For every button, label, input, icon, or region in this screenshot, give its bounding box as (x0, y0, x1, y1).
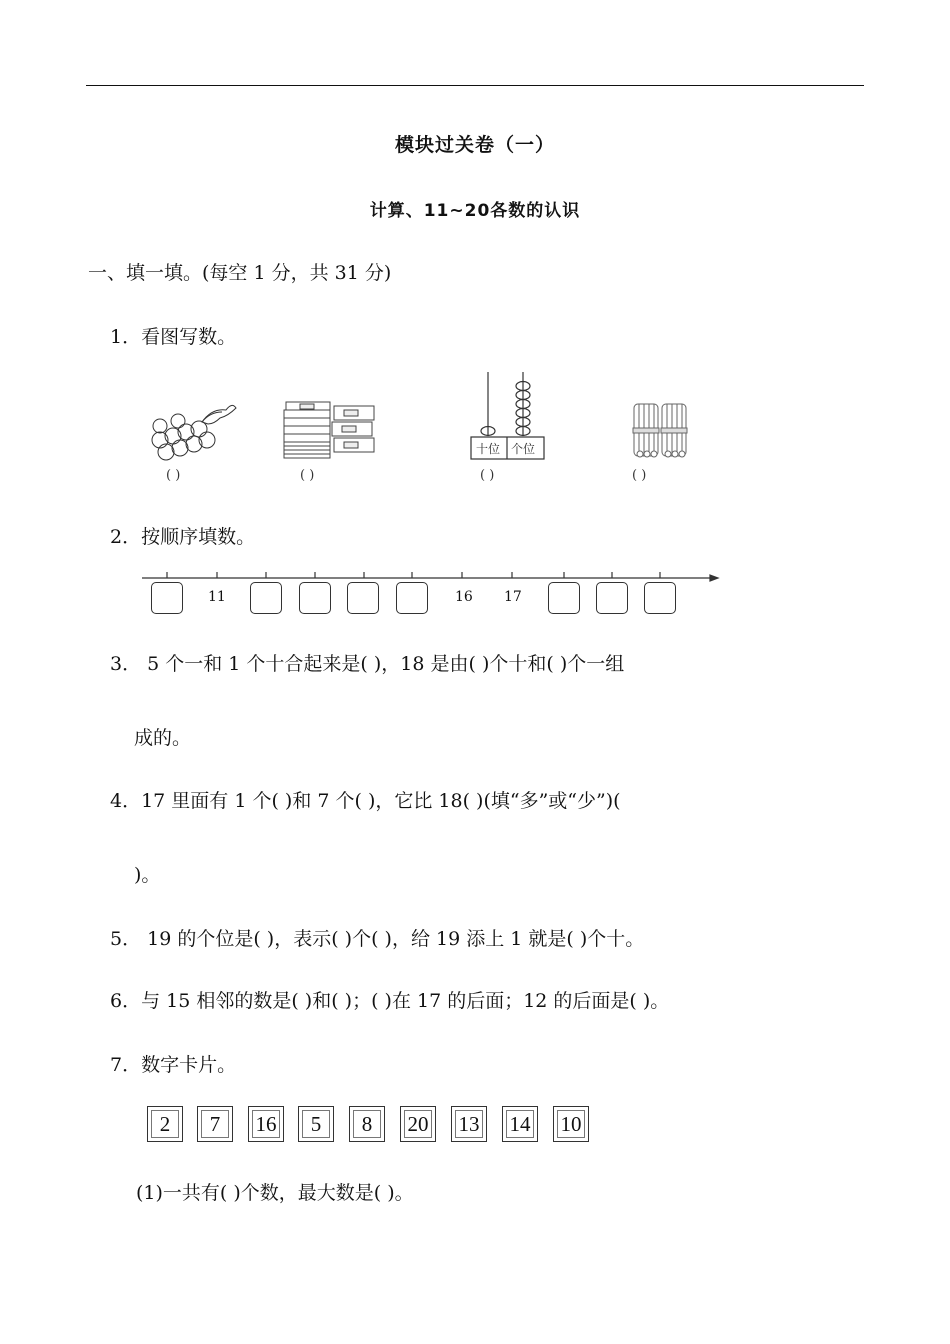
number-line (140, 566, 720, 586)
number-card: 7 (197, 1106, 233, 1142)
tick-label-16: 16 (455, 589, 473, 605)
q3-line2: 成的。 (134, 727, 192, 749)
q1-blank-books[interactable]: ( ) (300, 468, 315, 483)
q1-label: 1．看图写数。 (110, 326, 237, 348)
q1-blank-abacus[interactable]: ( ) (480, 468, 495, 483)
number-line-box[interactable] (151, 582, 183, 614)
q4-line1: 4．17 里面有 1 个( )和 7 个( )，它比 18( )(填“多”或“少”)( (110, 790, 621, 812)
top-rule (86, 85, 864, 86)
number-card: 20 (400, 1106, 436, 1142)
abacus-ones-label: 个位 (511, 442, 536, 456)
q7-sub1: (1)一共有( )个数，最大数是( )。 (136, 1182, 414, 1204)
number-line-box[interactable] (347, 582, 379, 614)
number-card: 8 (349, 1106, 385, 1142)
number-line-box[interactable] (596, 582, 628, 614)
q1-blank-sticks[interactable]: ( ) (632, 468, 647, 483)
q7-label: 7．数字卡片。 (110, 1054, 237, 1076)
grapes-icon (140, 398, 240, 468)
stick-bundles-icon (628, 396, 692, 466)
number-card: 5 (298, 1106, 334, 1142)
number-line-box[interactable] (250, 582, 282, 614)
number-card: 16 (248, 1106, 284, 1142)
page-title: 模块过关卷（一） (394, 134, 555, 156)
number-card: 14 (502, 1106, 538, 1142)
number-card: 13 (451, 1106, 487, 1142)
number-line-box[interactable] (396, 582, 428, 614)
q1-blank-grapes[interactable]: ( ) (166, 468, 181, 483)
q6-text: 6．与 15 相邻的数是( )和( )；( )在 17 的后面；12 的后面是( )。 (110, 990, 670, 1012)
section-heading: 一、填一填。(每空 1 分，共 31 分) (88, 262, 392, 284)
q4-line2: )。 (134, 864, 161, 886)
number-card: 2 (147, 1106, 183, 1142)
number-card: 10 (553, 1106, 589, 1142)
q2-label: 2．按顺序填数。 (110, 526, 256, 548)
number-line-box[interactable] (548, 582, 580, 614)
tick-label-11: 11 (208, 589, 226, 605)
page-subtitle: 计算、11~20各数的认识 (369, 201, 581, 221)
books-icon (278, 398, 380, 464)
q5-text: 5． 19 的个位是( )，表示( )个( )，给 19 添上 1 就是( )个十。 (110, 928, 645, 950)
number-line-box[interactable] (644, 582, 676, 614)
abacus-tens-label: 十位 (476, 442, 501, 456)
q3-line1: 3． 5 个一和 1 个十合起来是( )，18 是由( )个十和( )个一组 (110, 653, 625, 675)
number-line-box[interactable] (299, 582, 331, 614)
tick-label-17: 17 (504, 589, 522, 605)
